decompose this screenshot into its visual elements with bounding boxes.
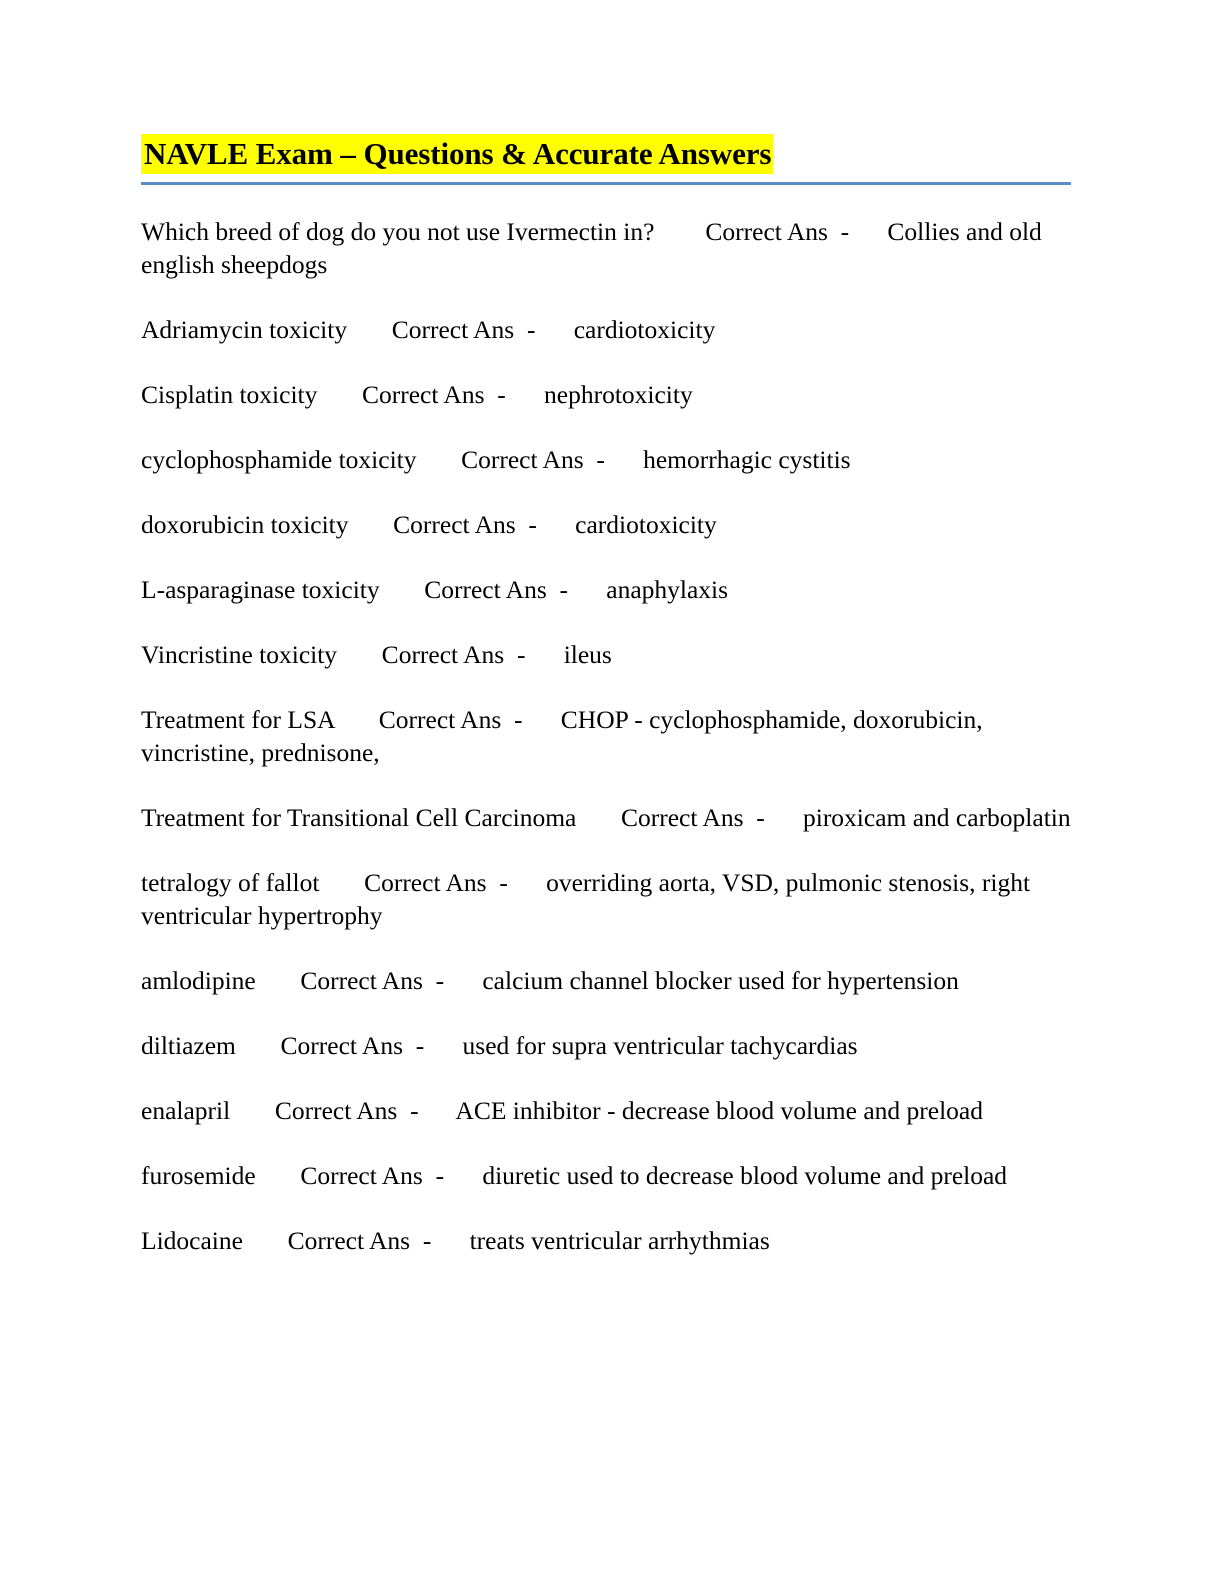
title-divider (141, 182, 1071, 185)
qa-item: furosemide Correct Ans - diuretic used to decrease blood volume and preload (141, 1161, 1008, 1190)
qa-item: Adriamycin toxicity Correct Ans - cardiotoxicity (141, 315, 716, 344)
qa-item: diltiazem Correct Ans - used for supra ventricular tachycardias (141, 1031, 858, 1060)
page-title (141, 132, 1071, 176)
qa-item: doxorubicin toxicity Correct Ans - cardiotoxicity (141, 510, 717, 539)
document-header (141, 132, 1071, 185)
document-content (141, 132, 1071, 1257)
qa-item: Which breed of dog do you not use Ivermectin in? Correct Ans - Collies and old english sheepdogs (141, 217, 1049, 279)
qa-item: Treatment for LSA Correct Ans - CHOP - cyclophosphamide, doxorubicin, vincristine, prednisone, (141, 705, 990, 767)
qa-item: amlodipine Correct Ans - calcium channel blocker used for hypertension (141, 966, 959, 995)
qa-item: Lidocaine Correct Ans - treats ventricular arrhythmias (141, 1226, 770, 1255)
qa-item: enalapril Correct Ans - ACE inhibitor - decrease blood volume and preload (141, 1096, 983, 1125)
page-title-text: NAVLE Exam – Questions & Accurate Answers (141, 134, 773, 174)
qa-item: Vincristine toxicity Correct Ans - ileus (141, 640, 612, 669)
qa-item: L-asparaginase toxicity Correct Ans - anaphylaxis (141, 575, 729, 604)
qa-item: tetralogy of fallot Correct Ans - overriding aorta, VSD, pulmonic stenosis, right ventricular hypertrophy (141, 868, 1037, 930)
qa-item: Cisplatin toxicity Correct Ans - nephrotoxicity (141, 380, 693, 409)
qa-item: cyclophosphamide toxicity Correct Ans - hemorrhagic cystitis (141, 445, 851, 474)
qa-item: Treatment for Transitional Cell Carcinoma Correct Ans - piroxicam and carboplatin (141, 803, 1071, 832)
qa-list (141, 215, 1071, 1257)
